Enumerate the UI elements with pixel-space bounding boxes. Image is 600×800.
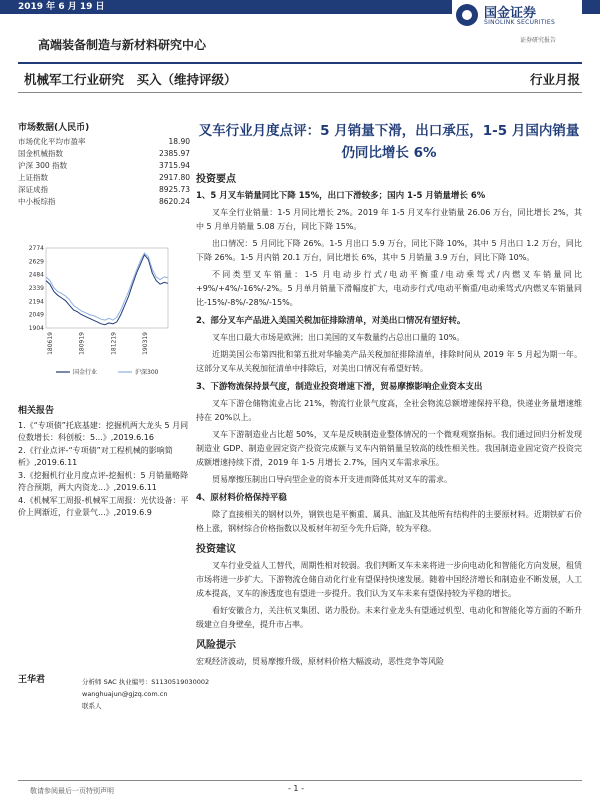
point-heading: 3、下游物流保持景气度，制造业投资增速下滑，贸易摩擦影响企业资本支出	[196, 382, 483, 392]
divider	[18, 62, 582, 64]
market-value: 8620.24	[158, 197, 190, 206]
x-tick-label: 180919	[78, 332, 86, 355]
paragraph: 看好安徽合力，关注杭叉集团、诺力股份。未来行业龙头有望通过机型、电动化和智能化等方面的不断升级建立自身壁垒，提升市占率。	[196, 606, 582, 629]
tagline: 证券研究报告	[520, 37, 557, 44]
y-tick-label: 2484	[28, 271, 44, 279]
report-type: 行业月报	[529, 72, 580, 87]
related-item[interactable]: 1.《“专项债”托底基建：挖掘机两大龙头 5 月同位数增长：科创板：5...》,2019.6.16	[18, 420, 189, 442]
related-item[interactable]: 4.《机械军工周报-机械军工周报：光伏设备：平价上网渐近，行业景气...》,2019.6.9	[18, 495, 189, 517]
analyst-name: 王华君	[18, 675, 46, 685]
related-item[interactable]: 2.《行业点评-“专项债”对工程机械的影响简析》,2019.6.11	[18, 445, 173, 467]
legend-label: 沪深300	[135, 369, 159, 376]
disclaimer: 敬请参阅最后一页特别声明	[30, 787, 114, 795]
market-value: 3715.94	[158, 161, 190, 170]
page-number: - 1 -	[288, 784, 304, 793]
market-row	[18, 184, 190, 196]
section-heading: 风险提示	[196, 640, 236, 651]
x-tick-label: 181219	[110, 332, 118, 355]
market-label: 上证指数	[18, 173, 48, 182]
section-heading: 投资要点	[196, 174, 236, 185]
y-tick-label: 2194	[28, 298, 44, 306]
market-label: 中小板综指	[18, 197, 56, 206]
related-reports	[18, 405, 190, 520]
market-value: 2917.80	[158, 173, 190, 182]
report-title: 叉车行业月度点评：5 月销量下滑，出口承压，1-5 月国内销量仍同比增长 6%	[198, 123, 580, 161]
y-tick-label: 2774	[28, 245, 44, 252]
market-value: 2385.97	[158, 149, 190, 158]
logo-icon	[456, 4, 478, 26]
market-row	[18, 136, 190, 148]
market-label: 国金机械指数	[18, 149, 63, 158]
paragraph: 叉车行业受益人工替代，周期性相对较弱。我们判断叉车未来将进一步向电动化和智能化方向发展，租赁市场将进一步扩大。下游物流仓储自动化行业有望保持快速发展。随着中国经济增长和制造业不断发展，人工成本提高，叉车的渗透度也有望进一步提升。我们认为叉车未来有望保持较为平稳的增长。	[196, 561, 582, 598]
market-row	[18, 160, 190, 172]
paragraph: 不同类型叉车销量：1-5 月电动步行式/电动平衡重/电动乘驾式/内燃叉车销量同比+9%/+4%/-16%/-2%。5 月单月销量下滑幅度扩大，电动步行式/电动平衡重/电动乘驾式/内燃叉车销量同比-15%/-8%/-28%/-15%。	[196, 270, 582, 307]
logo	[452, 0, 582, 30]
report-line: 机械军工行业研究 买入（维持评级）	[24, 72, 237, 87]
analyst-email[interactable]: wanghuajun@gjzq.com.cn	[82, 690, 168, 698]
market-value: 8925.73	[158, 185, 190, 194]
analyst-sac: 分析师 SAC 执业编号：S1130519030002	[82, 678, 210, 686]
paragraph: 叉车出口最大市场是欧洲；出口美国的叉车数量约占总出口量的 10%。	[212, 333, 465, 342]
market-row	[18, 172, 190, 184]
y-tick-label: 2339	[28, 285, 44, 292]
main-content	[196, 120, 582, 672]
paragraph: 近期美国公布第四批和第五批对华输美产品关税加征排除清单，排除时间从 2019 年 5 月起为期一年。这部分叉车从关税加征清单中排除后，对美出口情况有希望好转。	[196, 350, 582, 373]
market-label: 深证成指	[18, 185, 48, 194]
y-tick-label: 1904	[28, 325, 44, 332]
y-tick-label: 2629	[28, 258, 44, 266]
market-row	[18, 148, 190, 160]
market-value: 18.90	[168, 137, 190, 146]
point-heading: 4、原材料价格保持平稳	[196, 493, 287, 503]
section-heading: 投资建议	[196, 544, 236, 555]
paragraph: 叉车全行业销量：1-5 月同比增长 2%。2019 年 1-5 月叉车行业销量 26.06 万台，同比增长 2%，其中 5 月单月销量 5.08 万台，同比下降 15%。	[196, 208, 582, 231]
point-heading: 1、5 月叉车销量同比下降 15%，出口下滑较多；国内 1-5 月销量增长 6%	[196, 191, 486, 201]
market-label: 沪深 300 指数	[18, 161, 68, 170]
paragraph: 贸易摩擦压制出口导向型企业的资本开支进而降低其对叉车的需求。	[212, 475, 452, 484]
paragraph: 出口情况：5 月同比下降 26%。1-5 月出口 5.9 万台，同比下降 10%，其中 5 月出口 1.2 万台，同比下降 26%。1-5 月内销 20.1 万台，同比增长 6%，其中 5 月销量 3.9 万台，同比下降 10%。	[196, 239, 582, 262]
related-item[interactable]: 3.《挖掘机行业月度点评-挖掘机：5 月销量略降符合预期，两大内资龙...》,2019.6.11	[18, 470, 189, 492]
x-tick-label: 180619	[47, 332, 54, 355]
contact-label: 联系人	[82, 702, 102, 710]
market-data	[18, 120, 190, 208]
legend-label: 国金行业	[73, 369, 98, 376]
index-chart	[18, 242, 178, 392]
logo-cn: 国金证券	[484, 6, 537, 21]
analyst-info	[82, 676, 209, 712]
paragraph: 除了直接相关的钢材以外，钢铁也是平衡重、属具、油缸及其他所有结构件的主要原材料。近期铁矿石价格上涨，钢材综合价格指数以及板材年初至今先升后降，较为平稳。	[196, 510, 582, 533]
market-row	[18, 196, 190, 208]
related-heading: 相关报告	[18, 406, 55, 416]
market-heading: 市场数据(人民币)	[18, 123, 90, 133]
paragraph: 叉车下游仓储物流业占比 21%，物流行业景气度高，全社会物流总额增速保持平稳，快递业务量增速维持在 20%以上。	[196, 399, 582, 422]
paragraph: 叉车下游制造业占比超 50%，叉车是反映制造业整体情况的一个微观观察指标。我们通过回归分析发现制造业 GDP、制造业固定资产投资完成额与叉车内销销量呈较高的线性相关性。我国制造业固定资产投资完成额增速持续下滑，2019 年 1-5 月增长 2.7%，国内叉车需求承压。	[196, 430, 582, 467]
y-tick-label: 2049	[28, 311, 44, 319]
market-label: 市场优化平均市盈率	[18, 137, 86, 146]
report-date: 2019 年 6 月 19 日	[18, 2, 105, 12]
series-line	[46, 255, 168, 325]
research-center: 高端装备制造与新材料研究中心	[38, 38, 207, 52]
divider	[18, 780, 582, 781]
x-tick-label: 190319	[141, 332, 149, 355]
paragraph: 宏观经济波动，贸易摩擦升级，原材料价格大幅波动，恶性竞争等风险	[196, 657, 444, 666]
logo-en: SINOLINK SECURITIES	[484, 19, 556, 26]
point-heading: 2、部分叉车产品进入美国关税加征排除清单，对美出口情况有望好转。	[196, 316, 466, 326]
divider	[18, 92, 582, 93]
